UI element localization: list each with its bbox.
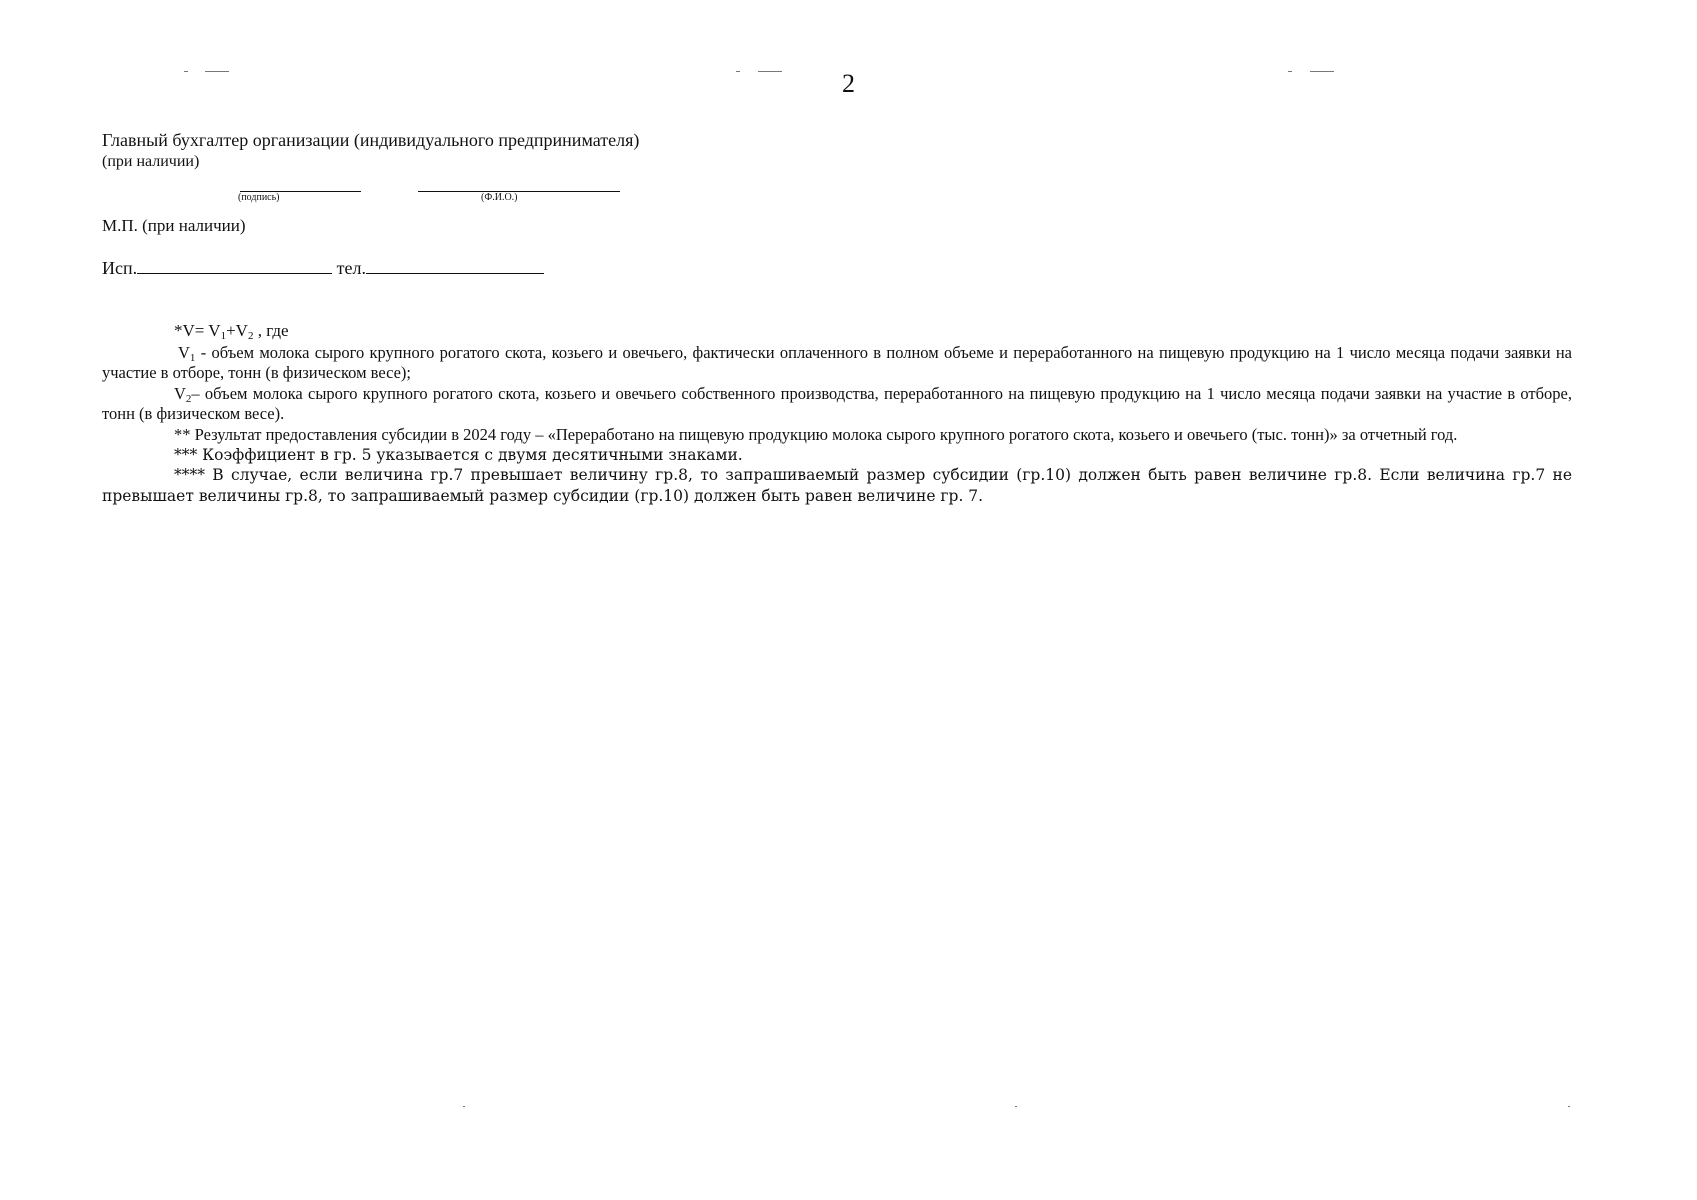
v1-definition	[102, 343, 1572, 384]
footnotes-block	[102, 343, 1572, 506]
v2-text: – объем молока сырого крупного рогатого скота, козьего и овечьего собственного производства, переработанного на пищевую продукцию на 1 число месяца подачи заявки на участие в отборе, тонн (в физическом весе).	[102, 383, 1572, 424]
stamp-label: М.П. (при наличии)	[102, 216, 246, 235]
v2-symbol: V	[174, 383, 186, 403]
scan-speck	[758, 71, 782, 72]
chief-accountant-note: (при наличии)	[102, 153, 200, 170]
scan-speck	[184, 71, 188, 72]
executor-label: Исп.	[102, 258, 138, 278]
scan-speck	[1310, 71, 1334, 72]
v-formula	[174, 321, 289, 341]
scan-speck	[1015, 1106, 1017, 1107]
v-formula-sub1: 1	[220, 330, 227, 342]
coefficient-note: *** Коэффициент в гр. 5 указывается с двумя десятичными знаками.	[174, 446, 743, 465]
name-line	[418, 191, 620, 192]
phone-label: тел.	[336, 258, 366, 278]
v-formula-sub2: 2	[247, 330, 254, 342]
v1-sub: 1	[189, 352, 196, 364]
chief-accountant-title: Главный бухгалтер организации (индивидуального предпринимателя)	[102, 130, 640, 150]
v2-sub: 2	[185, 392, 192, 405]
executor-line	[137, 258, 332, 274]
phone-line	[366, 258, 544, 274]
signature-caption: (подпись)	[238, 192, 280, 203]
name-caption: (Ф.И.О.)	[481, 192, 518, 203]
v1-symbol: V	[178, 343, 190, 362]
result-note: ** Результат предоставления субсидии в 2024 году – «Переработано на пищевую продукцию молока сырого крупного рогатого скота, козьего и овечьего (тыс. тонн)» за отчетный год.	[174, 424, 1458, 444]
executor-row	[102, 258, 544, 278]
v-formula-prefix: *V= V	[174, 321, 221, 340]
scan-speck	[463, 1106, 465, 1107]
v1-text: - объем молока сырого крупного рогатого скота, козьего и овечьего, фактически оплаченного в полном объеме и переработанного на пищевую продукцию на 1 число месяца подачи заявки на участие в отборе, тонн (в физическом весе);	[102, 343, 1572, 383]
v-formula-suffix: , где	[253, 321, 289, 340]
scan-speck	[1288, 71, 1292, 72]
scan-speck	[205, 71, 229, 72]
subsidy-note: **** В случае, если величина гр.7 превышает величину гр.8, то запрашиваемый размер субсидии (гр.10) должен быть равен величине гр.8. Если величина гр.7 не превышает величины гр.8, то запрашиваемый размер субсидии (гр.10) должен быть равен величине гр. 7.	[102, 466, 1572, 505]
scan-speck	[736, 71, 740, 72]
v-formula-plus: +V	[226, 321, 248, 340]
scan-speck	[1568, 1106, 1570, 1107]
page-number: 2	[842, 69, 855, 98]
v2-definition	[102, 384, 1572, 425]
